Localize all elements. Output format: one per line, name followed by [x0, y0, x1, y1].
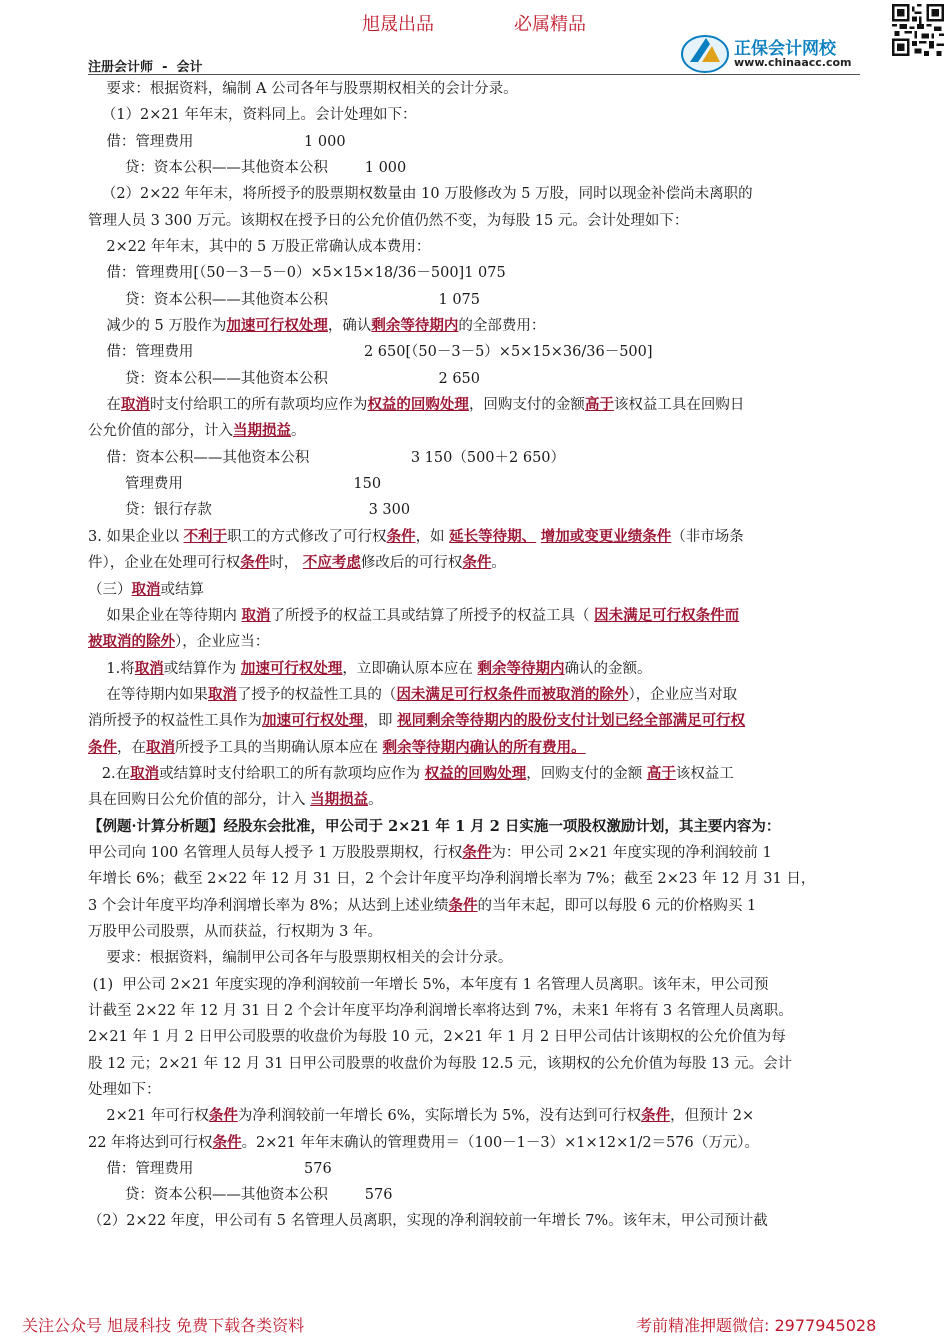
emphasis-term: 剩余等待期内确认的所有费用。: [382, 740, 586, 756]
emphasis-term: 不利于: [183, 529, 228, 545]
emphasis-term: 条件: [88, 740, 117, 756]
text-line: 2×21 年 1 月 2 日甲公司股票的收盘价为每股 10 元，2×21 年 1 月 2 日甲公司估计该期权的公允价值为每: [88, 1029, 786, 1045]
emphasis-term: 高于: [646, 766, 676, 782]
text-line: 贷：资本公积——其他资本公积 576: [88, 1187, 393, 1203]
emphasis-term: 加速可行权处理: [240, 661, 343, 677]
text-line: 条件，在取消所授予工具的当期确认原本应在 剩余等待期内确认的所有费用。: [88, 740, 586, 756]
emphasis-term: 加速可行权处理: [262, 713, 364, 729]
emphasis-term: 取消: [131, 582, 161, 598]
text-line: 消所授予的权益性工具作为加速可行权处理，即 视同剩余等待期内的股份支付计划已经全部满足可行权: [88, 713, 746, 729]
text-line: 管理费用 150: [88, 476, 382, 492]
emphasis-term: 条件: [448, 898, 478, 914]
emphasis-term: 取消: [134, 661, 164, 677]
emphasis-term: 增加或变更业绩条件: [540, 529, 672, 545]
header-slogan-right: 必属精品: [514, 14, 586, 35]
chinaacc-logo: [680, 32, 860, 74]
text-line: 管理人员 3 300 万元。该期权在授予日的公允价值仍然不变，为每股 15 元。会计处理如下：: [88, 213, 689, 229]
emphasis-term: 被取消的除外: [541, 687, 629, 703]
emphasis-term: 当期损益: [233, 423, 291, 439]
emphasis-term: 取消: [130, 766, 160, 782]
emphasis-term: 当期损益: [310, 792, 369, 808]
text-line: 2.在取消或结算时支付给职工的所有款项均应作为 权益的回购处理，回购支付的金额 高于该权益工: [88, 766, 734, 782]
emphasis-term: 延长等待期、: [449, 529, 537, 545]
text-line: 处理如下：: [88, 1082, 161, 1098]
emphasis-term: 视同剩余等待期内的股份支付计划已经全部满足可行权: [397, 713, 746, 729]
text-line: 借：管理费用 576: [88, 1161, 332, 1177]
emphasis-term: 加速可行权处理: [226, 318, 328, 334]
text-line: 要求：根据资料，编制 A 公司各年与股票期权相关的会计分录。: [88, 81, 518, 97]
text-line: （2）2×22 年年末，将所授予的股票期权数量由 10 万股修改为 5 万股，同时以现金补偿尚未离职的: [88, 186, 753, 202]
text-line: （1）2×21 年年末，资料同上。会计处理如下：: [88, 107, 417, 123]
text-line: 3 个会计年度平均净利润增长率为 8%；从达到上述业绩条件的当年末起，即可以每股 6 元的价格购买 1: [88, 898, 757, 914]
text-line: 股 12 元；2×21 年 12 月 31 日甲公司股票的收盘价为每股 12.5 元，该期权的公允价值为每股 13 元。会计: [88, 1056, 793, 1072]
logo-emblem-icon: [680, 32, 730, 74]
text-line: 3. 如果企业以 不利于职工的方式修改了可行权条件，如 延长等待期、 增加或变更业绩条件（非市场条: [88, 529, 744, 545]
text-line: 具在回购日公允价值的部分，计入 当期损益。: [88, 792, 383, 808]
text-line: 要求：根据资料，编制甲公司各年与股票期权相关的会计分录。: [88, 950, 513, 966]
document-title: 注册会计师 - 会计: [88, 60, 203, 75]
text-line: 被取消的除外），企业应当：: [88, 634, 270, 650]
footer-left-text: 关注公众号 旭晟科技 免费下载各类资料: [22, 1316, 305, 1335]
logo-text: 正保会计网校: [734, 39, 836, 59]
text-line: 甲公司向 100 名管理人员每人授予 1 万股股票期权，行权条件为：甲公司 2×21 年度实现的净利润较前 1: [88, 845, 772, 861]
emphasis-term: 取消: [120, 397, 150, 413]
header-divider: [88, 74, 860, 75]
emphasis-term: 条件: [462, 555, 492, 571]
text-line: 2×22 年年末，其中的 5 万股正常确认成本费用：: [88, 239, 431, 255]
emphasis-term: 取消: [146, 740, 175, 756]
text-line: （2）2×22 年度，甲公司有 5 名管理人员离职，实现的净利润较前一年增长 7%。该年末，甲公司预计截: [88, 1213, 768, 1229]
text-line: 借：资本公积——其他资本公积 3 150（500＋2 650）: [88, 450, 566, 466]
text-line: 【例题·计算分析题】经股东会批准，甲公司于 2×21 年 1 月 2 日实施一项股权激励计划，其主要内容为：: [88, 818, 781, 835]
emphasis-term: 条件: [462, 845, 492, 861]
emphasis-term: 被取消的除外: [88, 634, 175, 650]
header-slogan-left: 旭晟出品: [362, 14, 434, 35]
emphasis-term: 条件: [641, 1108, 671, 1124]
text-line: 2×21 年可行权条件为净利润较前一年增长 6%，实际增长为 5%，没有达到可行权条件，但预计 2×: [88, 1108, 755, 1124]
text-line: 件），企业在处理可行权条件时， 不应考虑修改后的可行权条件。: [88, 555, 506, 571]
text-line: 在取消时支付给职工的所有款项均应作为权益的回购处理，回购支付的金额高于该权益工具在回购日: [88, 397, 745, 413]
text-line: 在等待期内如果取消了授予的权益性工具的（因未满足可行权条件而被取消的除外），企业应当对取: [88, 687, 738, 703]
emphasis-term: 因未满足可行权条件而: [396, 687, 542, 703]
logo-url: www.chinaacc.com: [734, 56, 852, 69]
text-line: 借：管理费用 2 650[（50－3－5）×5×15×36/36－500]: [88, 344, 653, 360]
text-line: 1.将取消或结算作为 加速可行权处理，立即确认原本应在 剩余等待期内确认的金额。: [88, 661, 652, 677]
emphasis-term: 不应考虑: [302, 555, 361, 571]
text-line: 贷：资本公积——其他资本公积 2 650: [88, 371, 481, 387]
text-line: 借：管理费用[（50－3－5－0）×5×15×18/36－500]1 075: [88, 265, 506, 281]
text-line: (1) 甲公司 2×21 年度实现的净利润较前一年增长 5%，本年度有 1 名管理人员离职。该年末，甲公司预: [88, 977, 769, 993]
emphasis-term: 条件: [386, 529, 416, 545]
text-line: 年增长 6%；截至 2×22 年 12 月 31 日，2 个会计年度平均净利润增长率为 7%；截至 2×23 年 12 月 31 日，: [88, 871, 816, 887]
emphasis-term: 因未满足可行权条件而: [594, 608, 740, 624]
emphasis-term: 取消: [241, 608, 271, 624]
text-line: 22 年将达到可行权条件。2×21 年年末确认的管理费用＝（100－1－3）×1×12×1/2＝576（万元）。: [88, 1135, 760, 1151]
emphasis-term: 权益的回购处理: [367, 397, 469, 413]
emphasis-term: 权益的回购处理: [424, 766, 527, 782]
text-line: 减少的 5 万股作为加速可行权处理，确认剩余等待期内的全部费用：: [88, 318, 546, 334]
text-line: 公允价值的部分，计入当期损益。: [88, 423, 306, 439]
text-line: 计截至 2×22 年 12 月 31 日 2 个会计年度平均净利润增长率将达到 7%，未来1 年将有 3 名管理人员离职。: [88, 1003, 793, 1019]
emphasis-term: 条件: [240, 555, 270, 571]
emphasis-term: 条件: [208, 1108, 238, 1124]
emphasis-term: 取消: [207, 687, 237, 703]
text-line: 万股甲公司股票，从而获益，行权期为 3 年。: [88, 924, 382, 940]
emphasis-term: 高于: [584, 397, 614, 413]
text-line: 贷：资本公积——其他资本公积 1 000: [88, 160, 407, 176]
text-line: 贷：银行存款 3 300: [88, 502, 411, 518]
footer-right-text: 考前精准押题微信: 2977945028: [636, 1316, 877, 1335]
text-line: 贷：资本公积——其他资本公积 1 075: [88, 292, 481, 308]
text-line: 如果企业在等待期内 取消了所授予的权益工具或结算了所授予的权益工具（ 因未满足可行权条件而: [88, 608, 740, 624]
qr-code-icon: [892, 4, 944, 56]
emphasis-term: 剩余等待期内: [477, 661, 565, 677]
emphasis-term: 条件: [212, 1135, 242, 1151]
emphasis-term: 剩余等待期内: [371, 318, 459, 334]
text-line: （三）取消或结算: [88, 582, 204, 598]
text-line: 借：管理费用 1 000: [88, 134, 346, 150]
